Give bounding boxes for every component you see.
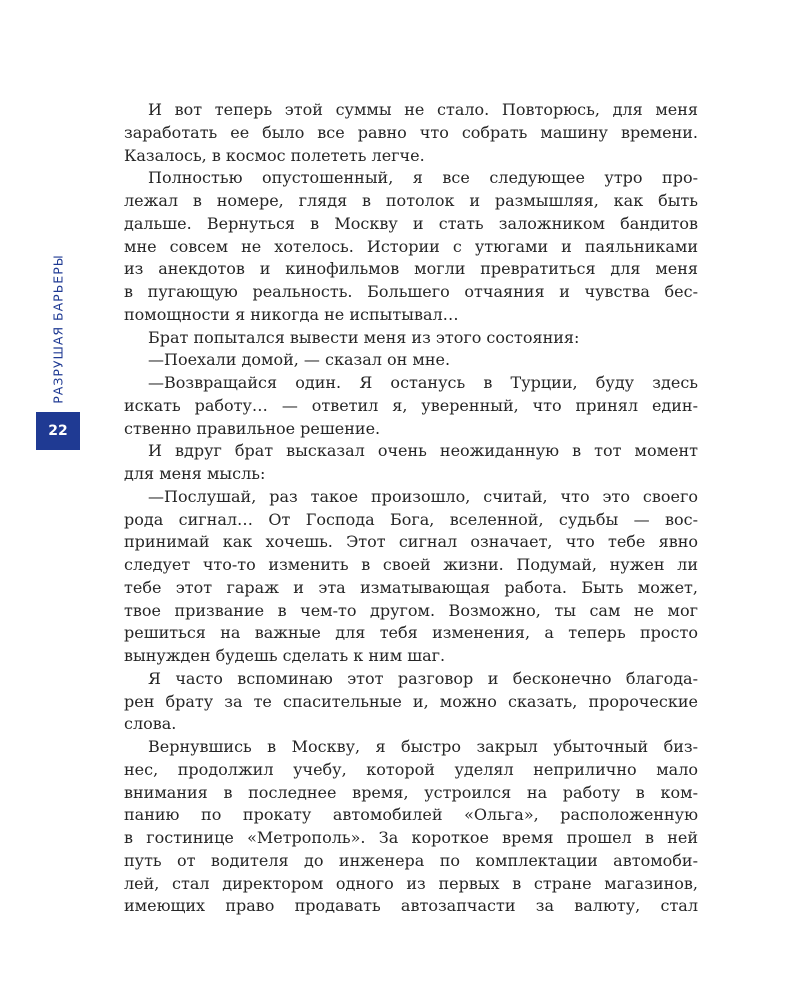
text-line: И вдруг брат высказал очень неожиданную в тот момент	[148, 441, 698, 461]
text-line: вынужден будешь сделать к ним шаг.	[124, 646, 446, 665]
running-head	[36, 244, 80, 414]
text-line: ственно правильное решение.	[124, 418, 381, 438]
text-line: из анекдотов и кинофильмов могли превратиться для меня	[124, 259, 698, 279]
text-line: Полностью опустошенный, я все следующее утро про-	[148, 168, 698, 188]
text-line: в гостинице «Метрополь». За короткое время прошел в ней	[124, 828, 698, 847]
text-line: заработать ее было все равно что собрать машину времени.	[124, 122, 698, 142]
body-text	[124, 99, 698, 918]
text-line: имеющих право продавать автозапчасти за валюту, стал	[124, 896, 698, 916]
text-line: лежал в номере, глядя в потолок и размышляя, как быть	[124, 191, 698, 210]
text-line: принимай как хочешь. Этот сигнал означает, что тебе явно	[124, 532, 698, 552]
text-line: для меня мысль:	[124, 464, 266, 483]
text-line: нес, продолжил учебу, которой уделял неприлично мало	[124, 759, 698, 779]
text-line: —Поехали домой, — сказал он мне.	[148, 350, 451, 370]
text-line: внимания в последнее время, устроился на работу в ком-	[124, 782, 698, 802]
text-line: путь от водителя до инженера по комплектации автомоби-	[124, 850, 698, 870]
text-line: лей, стал директором одного из первых в стране магазинов,	[124, 873, 698, 893]
text-line: И вот теперь этой суммы не стало. Повторюсь, для меня	[148, 100, 698, 119]
text-line: Брат попытался вывести меня из этого состояния:	[148, 327, 580, 347]
text-line: твое призвание в чем-то другом. Возможно, ты сам не мог	[124, 600, 698, 620]
text-line: слова.	[124, 714, 177, 734]
text-line: искать работу… — ответил я, уверенный, что принял един-	[124, 395, 698, 415]
text-line: Вернувшись в Москву, я быстро закрыл убыточный биз-	[148, 737, 698, 756]
text-line: следует что-то изменить в своей жизни. Подумай, нужен ли	[124, 555, 698, 574]
running-head-text: РАЗРУШАЯ БАРЬЕРЫ	[50, 254, 66, 404]
text-line: мне совсем не хотелось. Истории с утюгами и паяльниками	[124, 236, 698, 256]
text-line: —Послушай, раз такое произошло, считай, что это своего	[148, 486, 698, 506]
page-number-badge	[36, 412, 80, 450]
text-line: помощности я никогда не испытывал…	[124, 304, 459, 324]
text-line: рен брату за те спасительные и, можно сказать, пророческие	[124, 691, 698, 711]
text-line: тебе этот гараж и эта изматывающая работа. Быть может,	[124, 577, 698, 597]
text-line: Я часто вспоминаю этот разговор и бесконечно благода-	[148, 668, 698, 688]
text-line: рода сигнал… От Господа Бога, вселенной, судьбы — вос-	[124, 509, 698, 529]
text-line: панию по прокату автомобилей «Ольга», расположенную	[124, 805, 698, 825]
text-line: решиться на важные для тебя изменения, а теперь просто	[124, 623, 698, 643]
text-line: —Возвращайся один. Я останусь в Турции, буду здесь	[148, 373, 698, 392]
text-line: Казалось, в космос полететь легче.	[124, 145, 425, 165]
text-line: дальше. Вернуться в Москву и стать заложником бандитов	[124, 213, 698, 233]
page-number: 22	[48, 423, 68, 439]
text-line: в пугающую реальность. Большего отчаяния и чувства бес-	[124, 282, 698, 301]
